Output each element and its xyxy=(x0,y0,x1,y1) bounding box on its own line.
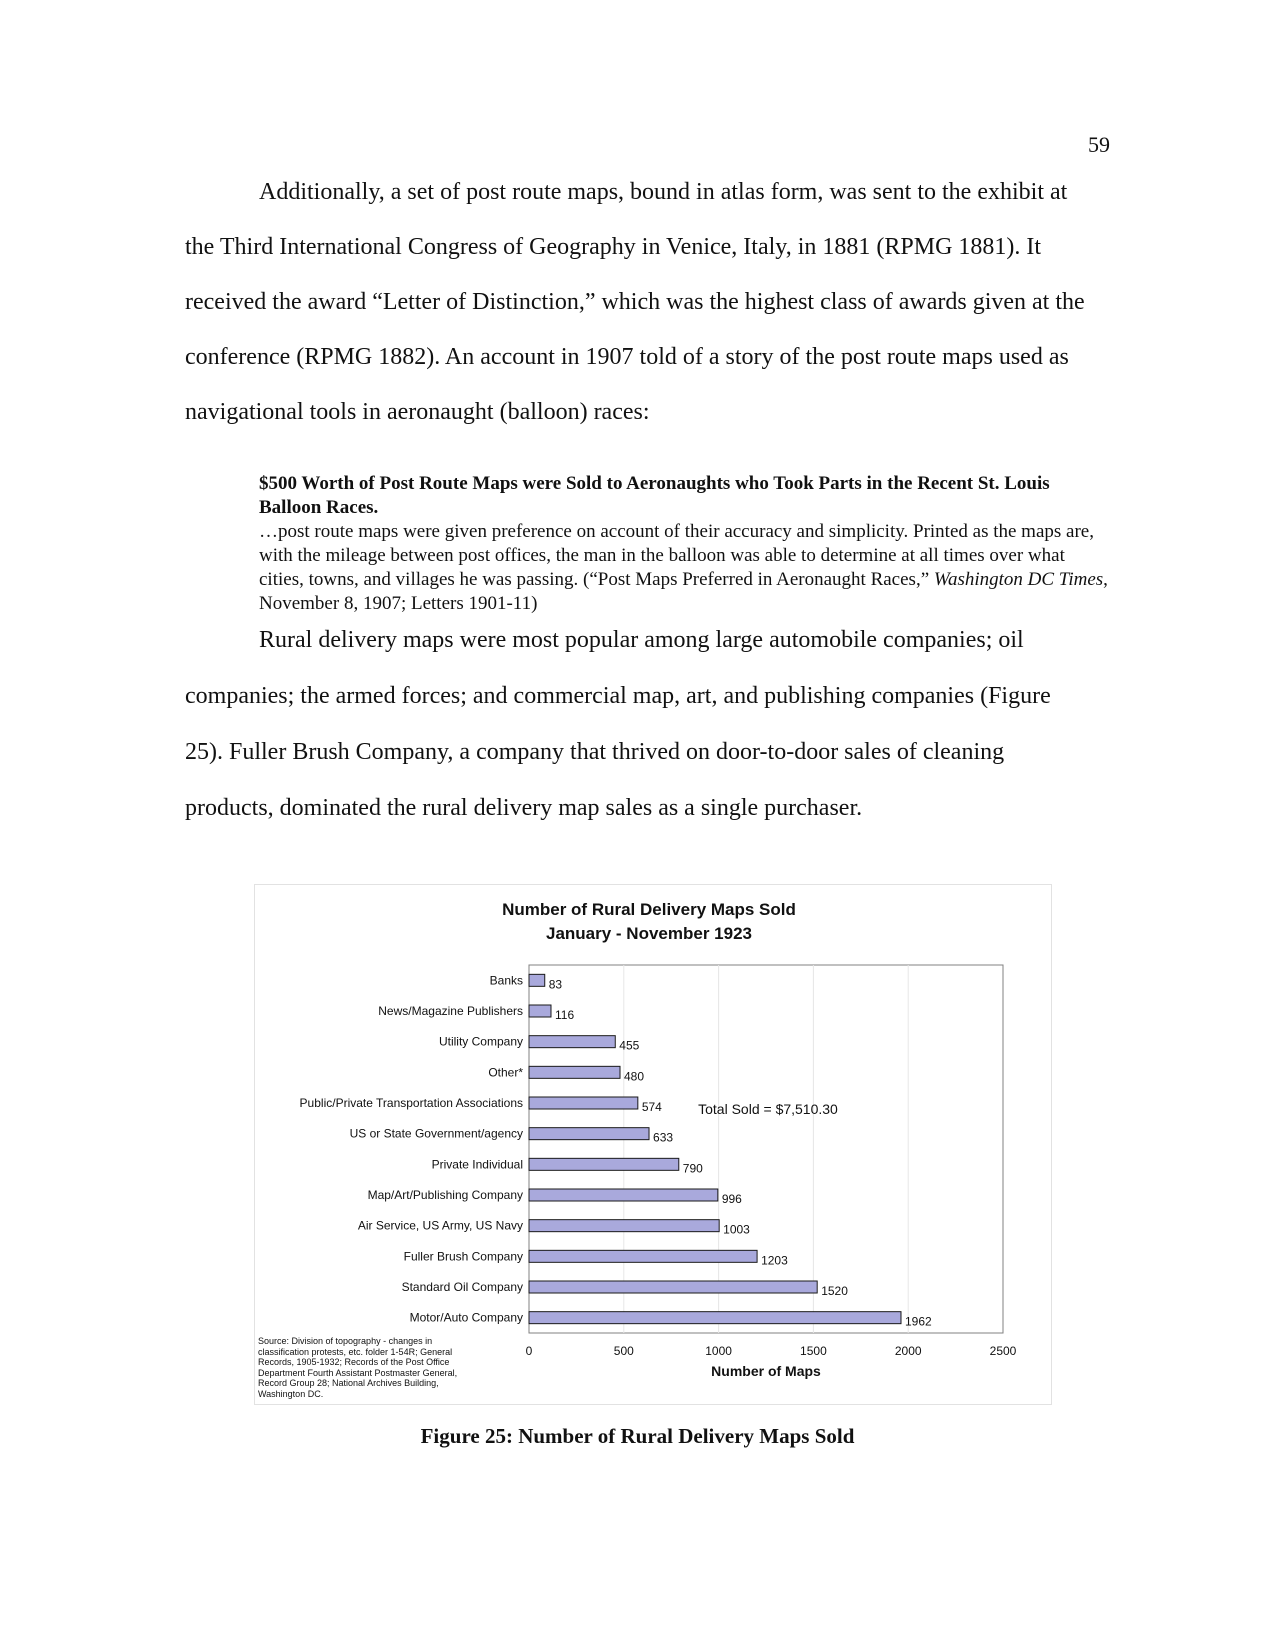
value-label: 455 xyxy=(619,1038,640,1053)
chart-title: Number of Rural Delivery Maps Sold xyxy=(502,900,796,919)
bar-chart xyxy=(255,885,1051,1404)
total-sold-annotation: Total Sold = $7,510.30 xyxy=(698,1101,838,1117)
value-label: 1962 xyxy=(904,1314,932,1329)
value-label: 1003 xyxy=(723,1222,750,1237)
category-label: Motor/Auto Company xyxy=(409,1310,523,1325)
value-label: 116 xyxy=(554,1008,575,1022)
bar xyxy=(529,1220,719,1232)
x-tick-label: 1500 xyxy=(800,1344,827,1358)
category-label: News/Magazine Publishers xyxy=(378,1004,523,1018)
x-tick-label: 1000 xyxy=(705,1344,732,1358)
quote-body xyxy=(259,520,1109,616)
bar xyxy=(529,1158,679,1170)
value-label: 83 xyxy=(548,977,563,992)
text-line: Rural delivery maps were most popular among large automobile companies; oil xyxy=(259,627,1024,653)
text-line: conference (RPMG 1882). An account in 1907 told of a story of the post route maps used as xyxy=(185,344,1069,370)
bar xyxy=(529,1097,638,1109)
bar xyxy=(529,974,545,986)
text-line: products, dominated the rural delivery map sales as a single purchaser. xyxy=(185,795,863,821)
block-quote xyxy=(259,472,1109,616)
text-line: navigational tools in aeronaught (balloon) races: xyxy=(185,399,650,425)
quote-body-end: , November 8, 1907; Letters 1901-11) xyxy=(259,569,1108,614)
figure-box xyxy=(254,884,1052,1405)
value-label: 1520 xyxy=(821,1284,848,1298)
quote-body-start: …post route maps were given preference on account of their accuracy and simplicity. Printed as the maps are, with the mileage between post offices, the man in the balloon was able to determine at all times over what cities, towns, and villages he was passing. (“Post Maps Preferred in Aeronaught Races,” xyxy=(259,521,1094,590)
value-label: 790 xyxy=(682,1161,703,1176)
page-number: 59 xyxy=(1088,132,1110,157)
x-tick-labels xyxy=(526,1344,1017,1358)
bar xyxy=(529,1281,817,1293)
bar xyxy=(529,1066,620,1078)
bar xyxy=(529,1005,551,1017)
text-line: 25). Fuller Brush Company, a company that thrived on door-to-door sales of cleaning xyxy=(185,739,1005,765)
text-line: Additionally, a set of post route maps, bound in atlas form, was sent to the exhibit at xyxy=(259,179,1068,205)
figure-caption: Figure 25: Number of Rural Delivery Maps Sold xyxy=(420,1424,855,1448)
bar xyxy=(529,1036,615,1048)
category-label: Banks xyxy=(489,973,523,988)
grid-lines xyxy=(624,965,908,1333)
category-label: US or State Government/agency xyxy=(349,1126,523,1141)
text-line: received the award “Letter of Distinction,” which was the highest class of awards given at the xyxy=(185,289,1085,315)
category-label: Standard Oil Company xyxy=(401,1280,523,1294)
x-axis-label: Number of Maps xyxy=(711,1363,821,1379)
text-line: the Third International Congress of Geography in Venice, Italy, in 1881 (RPMG 1881). It xyxy=(185,234,1042,260)
plot-area xyxy=(529,965,1003,1333)
text-line: companies; the armed forces; and commercial map, art, and publishing companies (Figure xyxy=(185,683,1051,709)
bar xyxy=(529,1128,649,1140)
category-label: Public/Private Transportation Associations xyxy=(299,1096,523,1110)
x-tick-label: 2500 xyxy=(989,1344,1017,1358)
value-label: 480 xyxy=(624,1069,645,1084)
category-label: Fuller Brush Company xyxy=(403,1249,523,1264)
chart-subtitle: January - November 1923 xyxy=(546,924,752,943)
bars xyxy=(529,974,901,1323)
value-label: 633 xyxy=(653,1130,674,1145)
x-tick-label: 2000 xyxy=(894,1344,922,1358)
category-label: Private Individual xyxy=(431,1157,523,1172)
x-tick-label: 0 xyxy=(525,1344,533,1358)
bar xyxy=(529,1312,901,1324)
category-labels xyxy=(300,973,524,1324)
x-tick-label: 500 xyxy=(613,1344,634,1358)
bar xyxy=(529,1189,718,1201)
category-label: Map/Art/Publishing Company xyxy=(367,1188,523,1202)
quote-source: Washington DC Times xyxy=(933,569,1104,590)
value-label: 996 xyxy=(721,1192,742,1206)
bar xyxy=(529,1250,757,1262)
value-label: 574 xyxy=(641,1100,662,1114)
category-label: Air Service, US Army, US Navy xyxy=(357,1218,523,1233)
source-note: Source: Division of topography - changes in classification protests, etc. folder 1-54R; General Records, 1905-1932; Records of the Post Office Department Fourth Assistant Postmaster General, Record Group 28; National Archives Building, Washington DC. xyxy=(258,1336,458,1399)
value-labels xyxy=(549,977,932,1328)
value-label: 1203 xyxy=(761,1253,788,1268)
category-label: Other* xyxy=(488,1065,523,1080)
category-label: Utility Company xyxy=(438,1034,523,1049)
quote-title: $500 Worth of Post Route Maps were Sold to Aeronaughts who Took Parts in the Recent St. Louis Balloon Races. xyxy=(259,473,1050,518)
